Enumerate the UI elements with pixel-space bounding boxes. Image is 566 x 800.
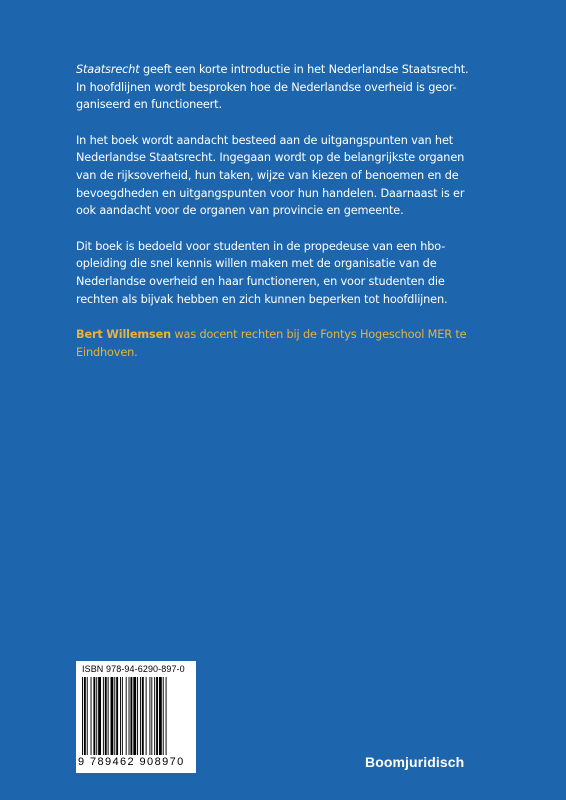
audience-line-4: rechten als bijvak hebben en zich kunnen beperken tot hoofdlijnen. [76,292,448,306]
publisher-logo: Boomjuridisch [365,754,465,770]
barcode-digits: 9 789462 908970 [78,756,185,768]
audience-line-1: Dit boek is bedoeld voor studenten in de propedeuse van een hbo- [76,239,446,253]
author-line-2: Eindhoven. [76,345,138,359]
blurb-text [76,61,496,361]
audience-line-3: Nederlandse overheid en haar functioneren, en voor studenten die [76,274,445,288]
author-name: Bert Willemsen [76,328,172,342]
content-line-3: van de rijksoverheid, hun taken, wijze van kiezen of benoemen en de [76,168,459,182]
content-line-2: Nederlandse Staatsrecht. Ingegaan wordt op de belangrijkste organen [76,151,465,165]
author-paragraph [76,326,496,361]
barcode-icon [76,677,196,757]
intro-line-1: geeft een korte introductie in het Nederlandse Staatsrecht. [139,63,469,76]
intro-line-2: In hoofdlijnen wordt besproken hoe de Nederlandse overheid is geor- [76,80,457,94]
audience-line-2: opleiding die snel kennis willen maken met de organisatie van de [76,257,437,271]
barcode-box [76,661,196,773]
content-paragraph [76,132,496,220]
content-line-4: bevoegdheden en uitgangspunten voor hun handelen. Daarnaast is er [76,186,465,200]
content-line-1: In het boek wordt aandacht besteed aan de uitgangspunten van het [76,133,454,147]
isbn-label: ISBN 978-94-6290-897-0 [82,664,185,674]
intro-paragraph [76,61,496,114]
author-line-1: was docent rechten bij de Fontys Hogeschool MER te [171,328,467,342]
content-line-5: ook aandacht voor de organen van provincie en gemeente. [76,204,404,218]
audience-paragraph [76,238,496,308]
intro-line-3: ganiseerd en functioneert. [76,98,222,112]
book-title: Staatsrecht [76,63,140,76]
